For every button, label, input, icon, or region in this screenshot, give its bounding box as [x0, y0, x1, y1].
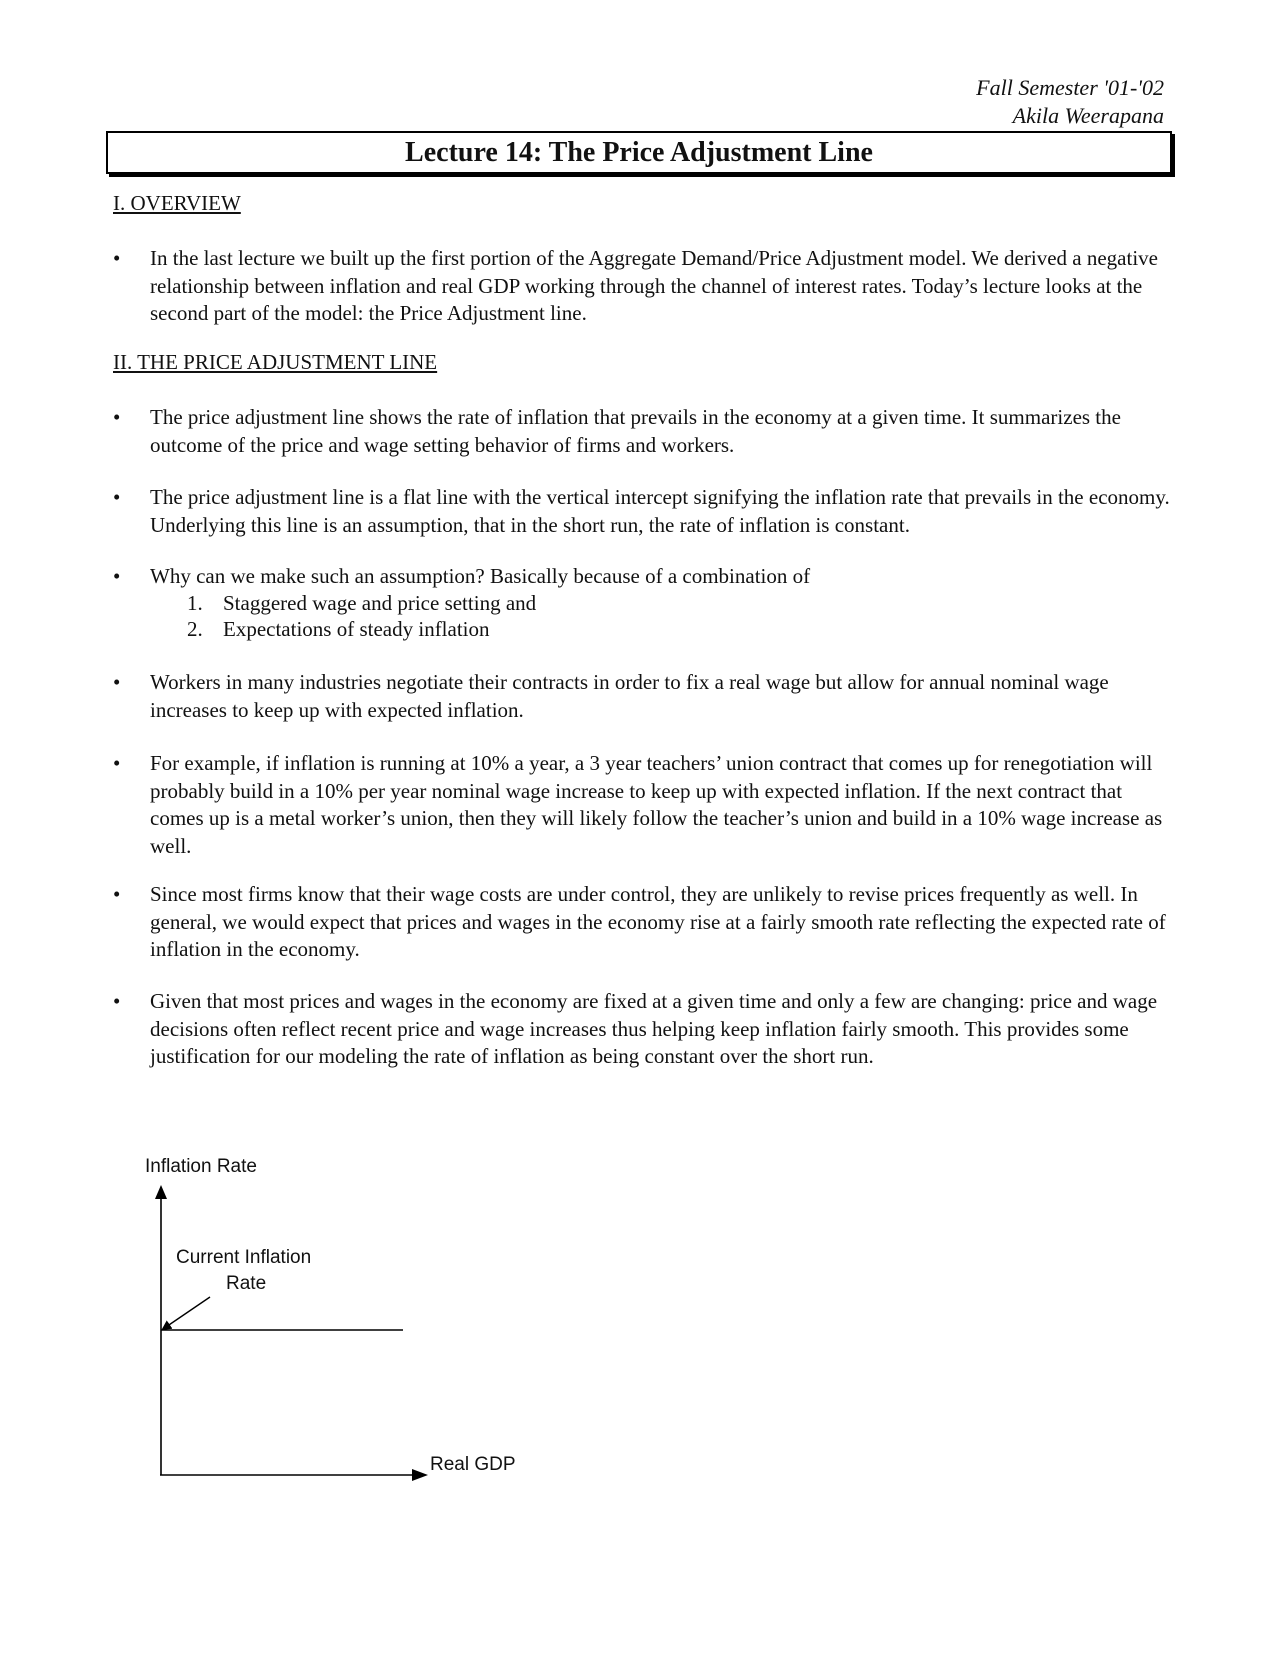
bullet-text: Given that most prices and wages in the economy are fixed at a given time and only a few are changing: price and wage decisions often reflect recent price and wage increases thus helping keep inflation fairly smooth. This provides some justification for our modeling the rate of inflation as being constant over the short run.	[150, 989, 1158, 1068]
author-name: Akila Weerapana	[1012, 103, 1164, 128]
y-axis-arrow-icon	[155, 1185, 167, 1199]
y-axis-label: Inflation Rate	[145, 1156, 257, 1177]
annotation-arrow-icon	[163, 1297, 210, 1329]
bullet-text: In the last lecture we built up the first portion of the Aggregate Demand/Price Adjustment model. We derived a negative relationship between inflation and real GDP working through the channel of interest rates. Today’s lecture looks at the second part of the model: the Price Adjustment line.	[150, 246, 1158, 325]
annotation-label-line1: Current Inflation	[176, 1247, 312, 1268]
numbered-item-text: Staggered wage and price setting and	[223, 591, 537, 615]
bullet-text: The price adjustment line is a flat line with the vertical intercept signifying the inflation rate that prevails in the economy. Underlying this line is an assumption, that in the short run, the rate of inflation is constant.	[150, 485, 1170, 537]
lecture-title: Lecture 14: The Price Adjustment Line	[405, 136, 873, 168]
numbered-item-number: 2.	[187, 617, 203, 641]
bullet-marker: •	[113, 485, 121, 509]
bullet-marker: •	[113, 670, 121, 694]
annotation-label-line2: Rate	[226, 1273, 267, 1294]
bullet-text: For example, if inflation is running at 10% a year, a 3 year teachers’ union contract that comes up for renegotiation will probably build in a 10% per year nominal wage increase to keep up with expected inflation. If the next contract that comes up is a metal worker’s union, then they will likely follow the teacher’s union and build in a 10% wage increase as well.	[150, 751, 1163, 858]
bullet-text: The price adjustment line shows the rate of inflation that prevails in the economy at a given time. It summarizes the outcome of the price and wage setting behavior of firms and workers.	[150, 405, 1121, 457]
bullet-marker: •	[113, 751, 121, 775]
bullet-marker: •	[113, 882, 121, 906]
bullet-text: Workers in many industries negotiate their contracts in order to fix a real wage but allow for annual nominal wage increases to keep up with expected inflation.	[150, 670, 1109, 722]
x-axis-label: Real GDP	[430, 1454, 516, 1475]
x-axis-arrow-icon	[412, 1469, 428, 1481]
bullet-text: Why can we make such an assumption? Basically because of a combination of	[150, 564, 811, 588]
bullet-marker: •	[113, 989, 121, 1013]
section-heading-overview: I. OVERVIEW	[113, 191, 241, 215]
bullet-marker: •	[113, 246, 121, 270]
bullet-marker: •	[113, 405, 121, 429]
numbered-item-text: Expectations of steady inflation	[223, 617, 490, 641]
numbered-item-number: 1.	[187, 591, 203, 615]
section-heading-price-adjustment: II. THE PRICE ADJUSTMENT LINE	[113, 350, 438, 374]
bullet-text: Since most firms know that their wage costs are under control, they are unlikely to revise prices frequently as well. In general, we would expect that prices and wages in the economy rise at a fairly smooth rate reflecting the expected rate of inflation in the economy.	[150, 882, 1166, 961]
semester-label: Fall Semester '01-'02	[976, 75, 1164, 100]
bullet-marker: •	[113, 564, 121, 588]
